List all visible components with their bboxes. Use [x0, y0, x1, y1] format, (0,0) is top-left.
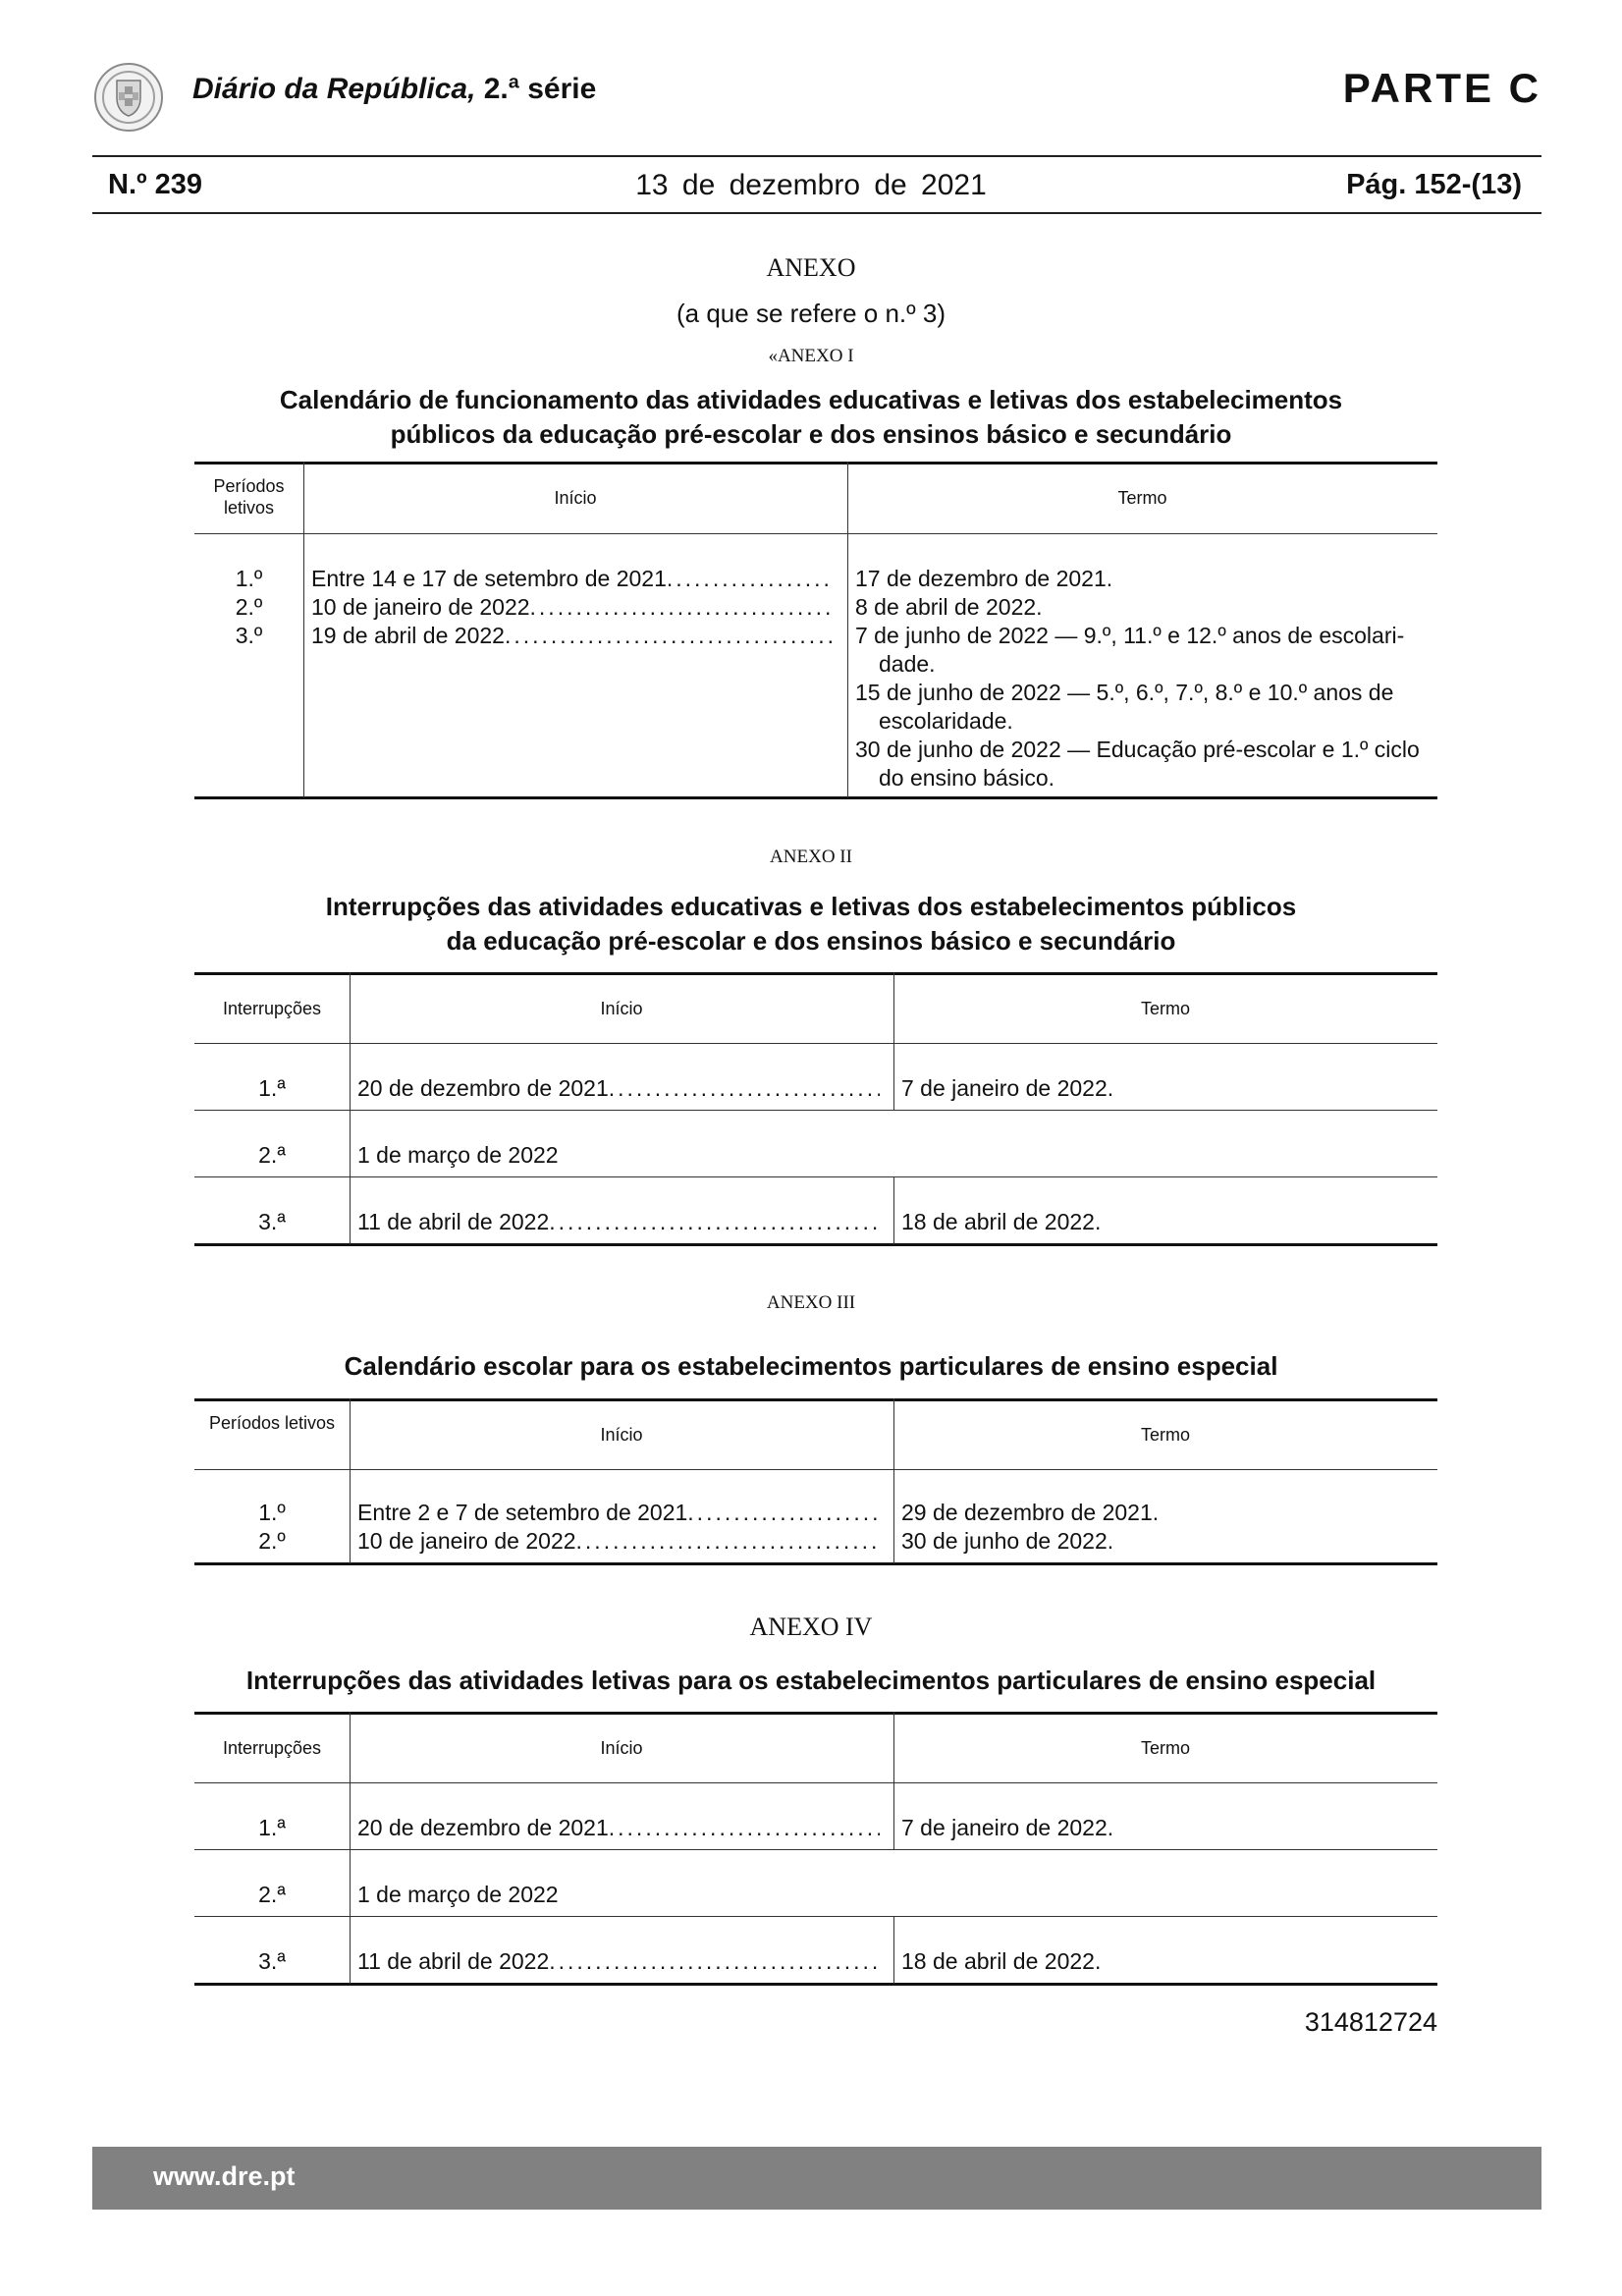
header-start: Início: [600, 1425, 643, 1445]
row1-start: 20 de dezembro de 2021 .....: [357, 1074, 880, 1103]
header-end: Termo: [1140, 999, 1190, 1018]
start-1: Entre 2 e 7 de setembro de 2021: [357, 1500, 688, 1525]
annex-reference: (a que se refere o n.º 3): [676, 299, 946, 328]
ends-column: [855, 565, 1437, 793]
header-interruptions: Interrupções: [222, 1738, 322, 1758]
row1-end: 7 de janeiro de 2022.: [901, 1815, 1114, 1840]
period-1: 1.º: [235, 566, 263, 591]
header-rule-bottom: [92, 212, 1541, 214]
annex2-label: ANEXO II: [770, 847, 852, 867]
annex1-title: Calendário de funcionamento das atividades educativas e letivas dos estabelecimentos públicos da educação pré-escolar e dos ensinos básico e secundário: [279, 385, 1343, 449]
annex2-title: Interrupções das atividades educativas e letivas dos estabelecimentos públicos da educação pré-escolar e dos ensinos básico e secundário: [325, 892, 1297, 956]
document-code: 314812724: [1304, 2007, 1437, 2037]
part-label: PARTE C: [1342, 65, 1541, 111]
row3-start: 11 de abril de 2022 .....: [357, 1208, 880, 1236]
periods-column: [194, 1499, 350, 1556]
footer-link[interactable]: www.dre.pt: [153, 2161, 296, 2191]
annex4-label: ANEXO IV: [749, 1613, 873, 1641]
period-2: 2.º: [235, 594, 263, 620]
coat-of-arms-icon: [92, 61, 165, 134]
row1-end: 7 de janeiro de 2022.: [901, 1075, 1114, 1101]
ends-column: [901, 1499, 1432, 1556]
row2-num: 2.ª: [258, 1882, 286, 1907]
header-end: Termo: [1140, 1425, 1190, 1445]
annex4-table: [194, 1712, 1437, 1987]
row3-start: 11 de abril de 2022 .....: [357, 1947, 880, 1976]
row2-num: 2.ª: [258, 1142, 286, 1168]
annex-heading: ANEXO: [766, 253, 856, 282]
periods-column: [194, 565, 303, 650]
period-1: 1.º: [258, 1500, 286, 1525]
end-4: 15 de junho de 2022 — 5.º, 6.º, 7.º, 8.º e 10.º anos de: [855, 680, 1394, 705]
end-3-continued: dade.: [879, 651, 936, 677]
header-start: Início: [600, 999, 643, 1018]
start-3: 19 de abril de 2022: [311, 623, 505, 648]
annex3-label: ANEXO III: [766, 1292, 856, 1313]
issue-date: 13 de dezembro de 2021: [635, 169, 987, 201]
header-periods: Períodos letivos: [213, 476, 285, 518]
row1-num: 1.ª: [258, 1815, 286, 1840]
footer-bar: [92, 2147, 1541, 2210]
row3-end: 18 de abril de 2022.: [901, 1948, 1102, 1974]
row3-num: 3.ª: [258, 1948, 286, 1974]
annex3-table: [194, 1398, 1437, 1567]
page-number: Pág. 152-(13): [1346, 169, 1522, 200]
end-5-continued: do ensino básico.: [879, 765, 1055, 791]
period-2: 2.º: [258, 1528, 286, 1554]
header-start: Início: [554, 488, 597, 508]
start-1: Entre 14 e 17 de setembro de 2021: [311, 566, 667, 591]
row1-num: 1.ª: [258, 1075, 286, 1101]
row3-num: 3.ª: [258, 1209, 286, 1234]
header-end: Termo: [1140, 1738, 1190, 1758]
header-interruptions: Interrupções: [222, 999, 322, 1018]
annex1-table: [194, 462, 1437, 800]
end-1: 17 de dezembro de 2021.: [855, 566, 1113, 591]
header-start: Início: [600, 1738, 643, 1758]
start-2: 10 de janeiro de 2022: [357, 1528, 576, 1554]
starts-column: [311, 565, 834, 650]
start-2: 10 de janeiro de 2022: [311, 594, 530, 620]
row2-start: 1 de março de 2022: [357, 1882, 559, 1907]
annex4-title: Interrupções das atividades letivas para os estabelecimentos particulares de ensino especial: [245, 1666, 1377, 1695]
annex2-table: [194, 972, 1437, 1247]
annex3-title: Calendário escolar para os estabelecimentos particulares de ensino especial: [344, 1351, 1278, 1381]
end-4-continued: escolaridade.: [879, 708, 1013, 734]
header-rule-top: [92, 155, 1541, 157]
header-end: Termo: [1117, 488, 1167, 508]
starts-column: [357, 1499, 880, 1556]
header-periods: Períodos letivos: [208, 1413, 336, 1433]
row2-start: 1 de março de 2022: [357, 1142, 559, 1168]
period-3: 3.º: [235, 623, 263, 648]
end-3: 7 de junho de 2022 — 9.º, 11.º e 12.º anos de escolari-: [855, 623, 1405, 648]
publication-title: Diário da República, 2.ª série: [192, 73, 597, 105]
end-2: 8 de abril de 2022.: [855, 594, 1043, 620]
annex1-label: «ANEXO I: [768, 346, 854, 366]
row3-end: 18 de abril de 2022.: [901, 1209, 1102, 1234]
row1-start: 20 de dezembro de 2021 .....: [357, 1814, 880, 1842]
issue-number: N.º 239: [108, 169, 203, 200]
end-1: 29 de dezembro de 2021.: [901, 1500, 1160, 1525]
end-2: 30 de junho de 2022.: [901, 1528, 1114, 1554]
end-5: 30 de junho de 2022 — Educação pré-escolar e 1.º ciclo: [855, 737, 1420, 762]
